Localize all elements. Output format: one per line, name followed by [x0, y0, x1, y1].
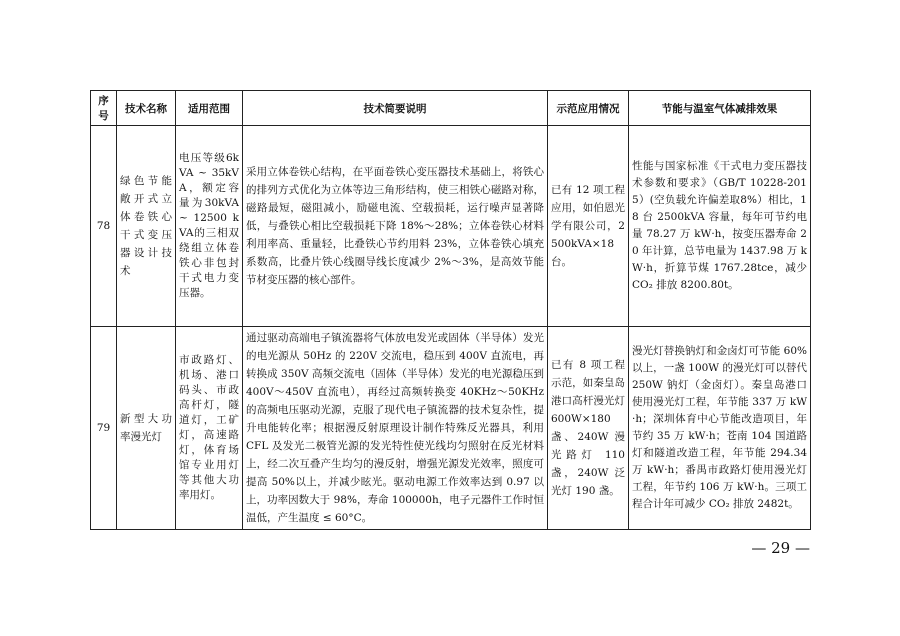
demo-cell: 已有 8 项工程示范，如秦皇岛港口高杆漫光灯 600W×180 盏、240W 漫光路灯 110 盏，240W 泛光灯 190 盏。: [548, 327, 629, 530]
table-row: [91, 126, 811, 327]
header-description: 技术简要说明: [243, 91, 548, 126]
header-effect: 节能与温室气体减排效果: [629, 91, 811, 126]
effect-cell: 性能与国家标准《干式电力变压器技术参数和要求》（GB/T 10228-2015）(空负载允许偏差取8%）相比，18 台 2500kVA 容量，每年可节约电量 78.27 万 kW·h，按变压器寿命 20 年计算，总节电量为 1437.98 万 kW·h，折算节煤 1767.28tce，减少 CO₂ 排放 8200.80t。: [629, 126, 811, 327]
description-cell: 采用立体卷铁心结构，在平面卷铁心变压器技术基础上，将铁心的排列方式优化为立体等边三角形结构，使三相铁心磁路对称，磁路最短，磁阻减小，励磁电流、空载损耗，运行噪声显著降低，与叠铁心相比空载损耗下降 18%～28%；立体卷铁心材料利用率高、重量轻，比叠铁心节约用料 23%，立体卷铁心填充系数高，比叠片铁心线圈导线长度减少 2%～3%，是高效节能节材变压器的核心部件。: [243, 126, 548, 327]
scope-cell: 市政路灯、机场、港口码头、市政高杆灯，隧道灯，工矿灯，高速路灯，体育场馆专业用灯等其他大功率用灯。: [176, 327, 243, 530]
tech-table: [90, 90, 811, 530]
tech-name: 绿色节能敞开式立体卷铁心干式变压器设计技术: [117, 126, 176, 327]
page-number: — 29 —: [751, 539, 810, 557]
row-number: 79: [91, 327, 117, 530]
header-demo: 示范应用情况: [548, 91, 629, 126]
header-no: 序号: [91, 91, 117, 126]
scope-cell: 电压等级6kVA ~ 35kVA，额定容量为30kVA ~ 12500 kVA的三相双绕组立体卷铁心非包封干式电力变压器。: [176, 126, 243, 327]
tech-name: 新型大功率漫光灯: [117, 327, 176, 530]
description-cell: 通过驱动高端电子镇流器将气体放电发光或固体（半导体）发光的电光源从 50Hz 的 220V 交流电，稳压到 400V 直流电，再转换成 350V 高频交流电（固体（半导体）发光的电光源稳压到 400V～450V 直流电），再经过高频转换变 40KHz～50KHz 的高频电压驱动光源，克服了现代电子镇流器的技术复杂性，提升电能转化率；根据漫反射原理设计制作特殊反光器具，利用 CFL 及发光二极管光源的发光特性使光线均匀照射在反光材料上，经二次互叠产生均匀的漫反射，增强光源发光效率，照度可提高 50%以上，并减少眩光。驱动电源工作效率达到 0.97 以上，功率因数大于 98%，寿命 100000h，电子元器件工作时恒温低，产生温度 ≤ 60°C。: [243, 327, 548, 530]
demo-cell: 已有 12 项工程应用，如伯恩光学有限公司，2500kVA×18 台。: [548, 126, 629, 327]
header-name: 技术名称: [117, 91, 176, 126]
row-number: 78: [91, 126, 117, 327]
table-header-row: [91, 91, 811, 126]
effect-cell: 漫光灯替换钠灯和金卤灯可节能 60%以上，一盏 100W 的漫光灯可以替代 250W 钠灯（金卤灯）。秦皇岛港口使用漫光灯工程，年节能 337 万 kW·h；深圳体育中心节能改造项目，年节约 35 万 kW·h；苍南 104 国道路灯和隧道改造工程，年节能 294.34 万 kW·h；番禺市政路灯使用漫光灯工程，年节约 106 万 kW·h。三项工程合计年可减少 CO₂ 排放 2482t。: [629, 327, 811, 530]
header-scope: 适用范围: [176, 91, 243, 126]
table-row: [91, 327, 811, 530]
